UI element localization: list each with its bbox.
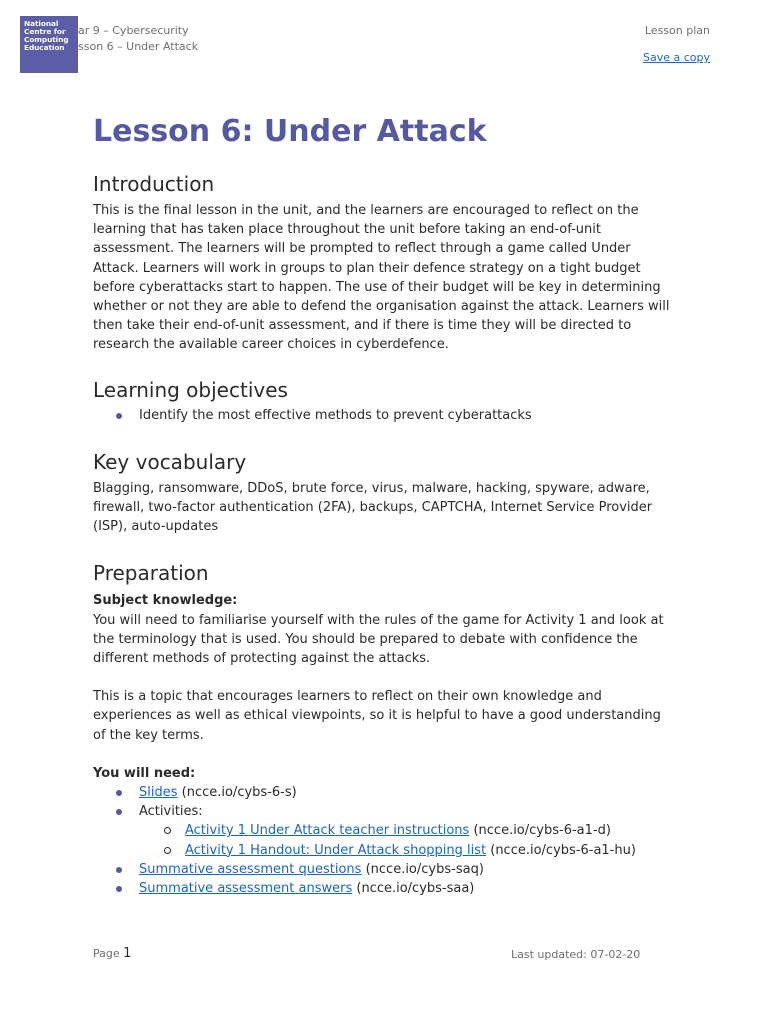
header-lesson: sson 6 – Under Attack [78,40,199,53]
last-updated: Last updated: 07-02-20 [511,948,641,961]
materials-item [93,802,673,821]
materials-item [93,783,673,802]
objective-item: Identify the most effective methods to prevent cyberattacks [93,406,673,425]
preparation-heading: Preparation [93,561,209,586]
activity1-instructions-url: (ncce.io/cybs-6-a1-d) [469,823,611,839]
logo-line: Education [24,43,65,53]
header-doc-type: Lesson plan [644,24,710,37]
logo-line: Computing [24,35,69,45]
activity1-handout-link[interactable]: Activity 1 Handout: Under Attack shopping list [185,842,487,858]
activity-item [93,821,673,840]
materials-list [93,783,673,898]
activities-sublist-wrap [93,821,673,859]
objectives-list [93,406,673,425]
summative-answers-link[interactable]: Summative assessment answers [139,881,353,897]
you-will-need-label: You will need: [93,765,196,781]
subject-paragraph-1: You will need to familiarise yourself with the rules of the game for Activity 1 and look at the terminology that is used. You should be prepared to debate with confidence the different methods of protecting against the attacks. [93,612,664,667]
summative-answers-url: (ncce.io/cybs-saa) [352,881,475,897]
activities-sublist [93,821,673,859]
objectives-heading: Learning objectives [93,377,288,402]
activities-label: Activities: [139,804,203,820]
materials-item [93,879,673,898]
header-course: ar 9 – Cybersecurity [78,24,189,37]
subject-paragraph-2: This is a topic that encourages learners to reflect on their own knowledge and experiences as well as ethical viewpoints, so it is helpful to have a good understanding of the key terms. [93,689,661,743]
activity1-handout-url: (ncce.io/cybs-6-a1-hu) [486,842,636,858]
page-num: 1 [123,946,132,961]
intro-heading: Introduction [93,172,215,196]
document-body [93,110,673,898]
materials-item [93,860,673,879]
page-label: Page [93,947,124,960]
ncce-logo [20,16,78,73]
page-title: Lesson 6: Under Attack [93,114,487,149]
subject-knowledge-label: Subject knowledge: [93,593,238,609]
slides-link[interactable]: Slides [139,785,178,801]
intro-paragraph: This is the final lesson in the unit, and the learners are encouraged to reflect on the learning that has taken place throughout the unit before taking an end-of-unit assessment. The learners will be prompted to reflect through a game called Under Attack. Learners will work in groups to plan their defence strategy on a tight budget before cyberattacks start to happen. The use of their budget will be key in determining whether or not they are able to defend the organisation against the attack. Learners will then take their end-of-unit assessment, and if there is time they will be directed to research the available career choices in cyberdefence. [93,203,670,353]
summative-questions-link[interactable]: Summative assessment questions [139,861,362,877]
vocab-heading: Key vocabulary [93,449,247,474]
slides-url: (ncce.io/cybs-6-s) [177,785,297,801]
logo-line: Centre for [24,27,66,37]
header-right [643,23,710,66]
summative-questions-url: (ncce.io/cybs-saq) [361,861,484,877]
page-number [93,946,131,961]
header-left [78,23,198,55]
save-copy-link[interactable]: Save a copy [642,51,710,64]
vocab-paragraph: Blagging, ransomware, DDoS, brute force, virus, malware, hacking, spyware, adware, firewall, two-factor authentication (2FA), backups, CAPTCHA, Internet Service Provider (ISP), auto-updates [93,480,653,535]
activity-item [93,841,673,860]
activity1-instructions-link[interactable]: Activity 1 Under Attack teacher instructions [185,823,470,839]
logo-line: National [24,19,59,28]
